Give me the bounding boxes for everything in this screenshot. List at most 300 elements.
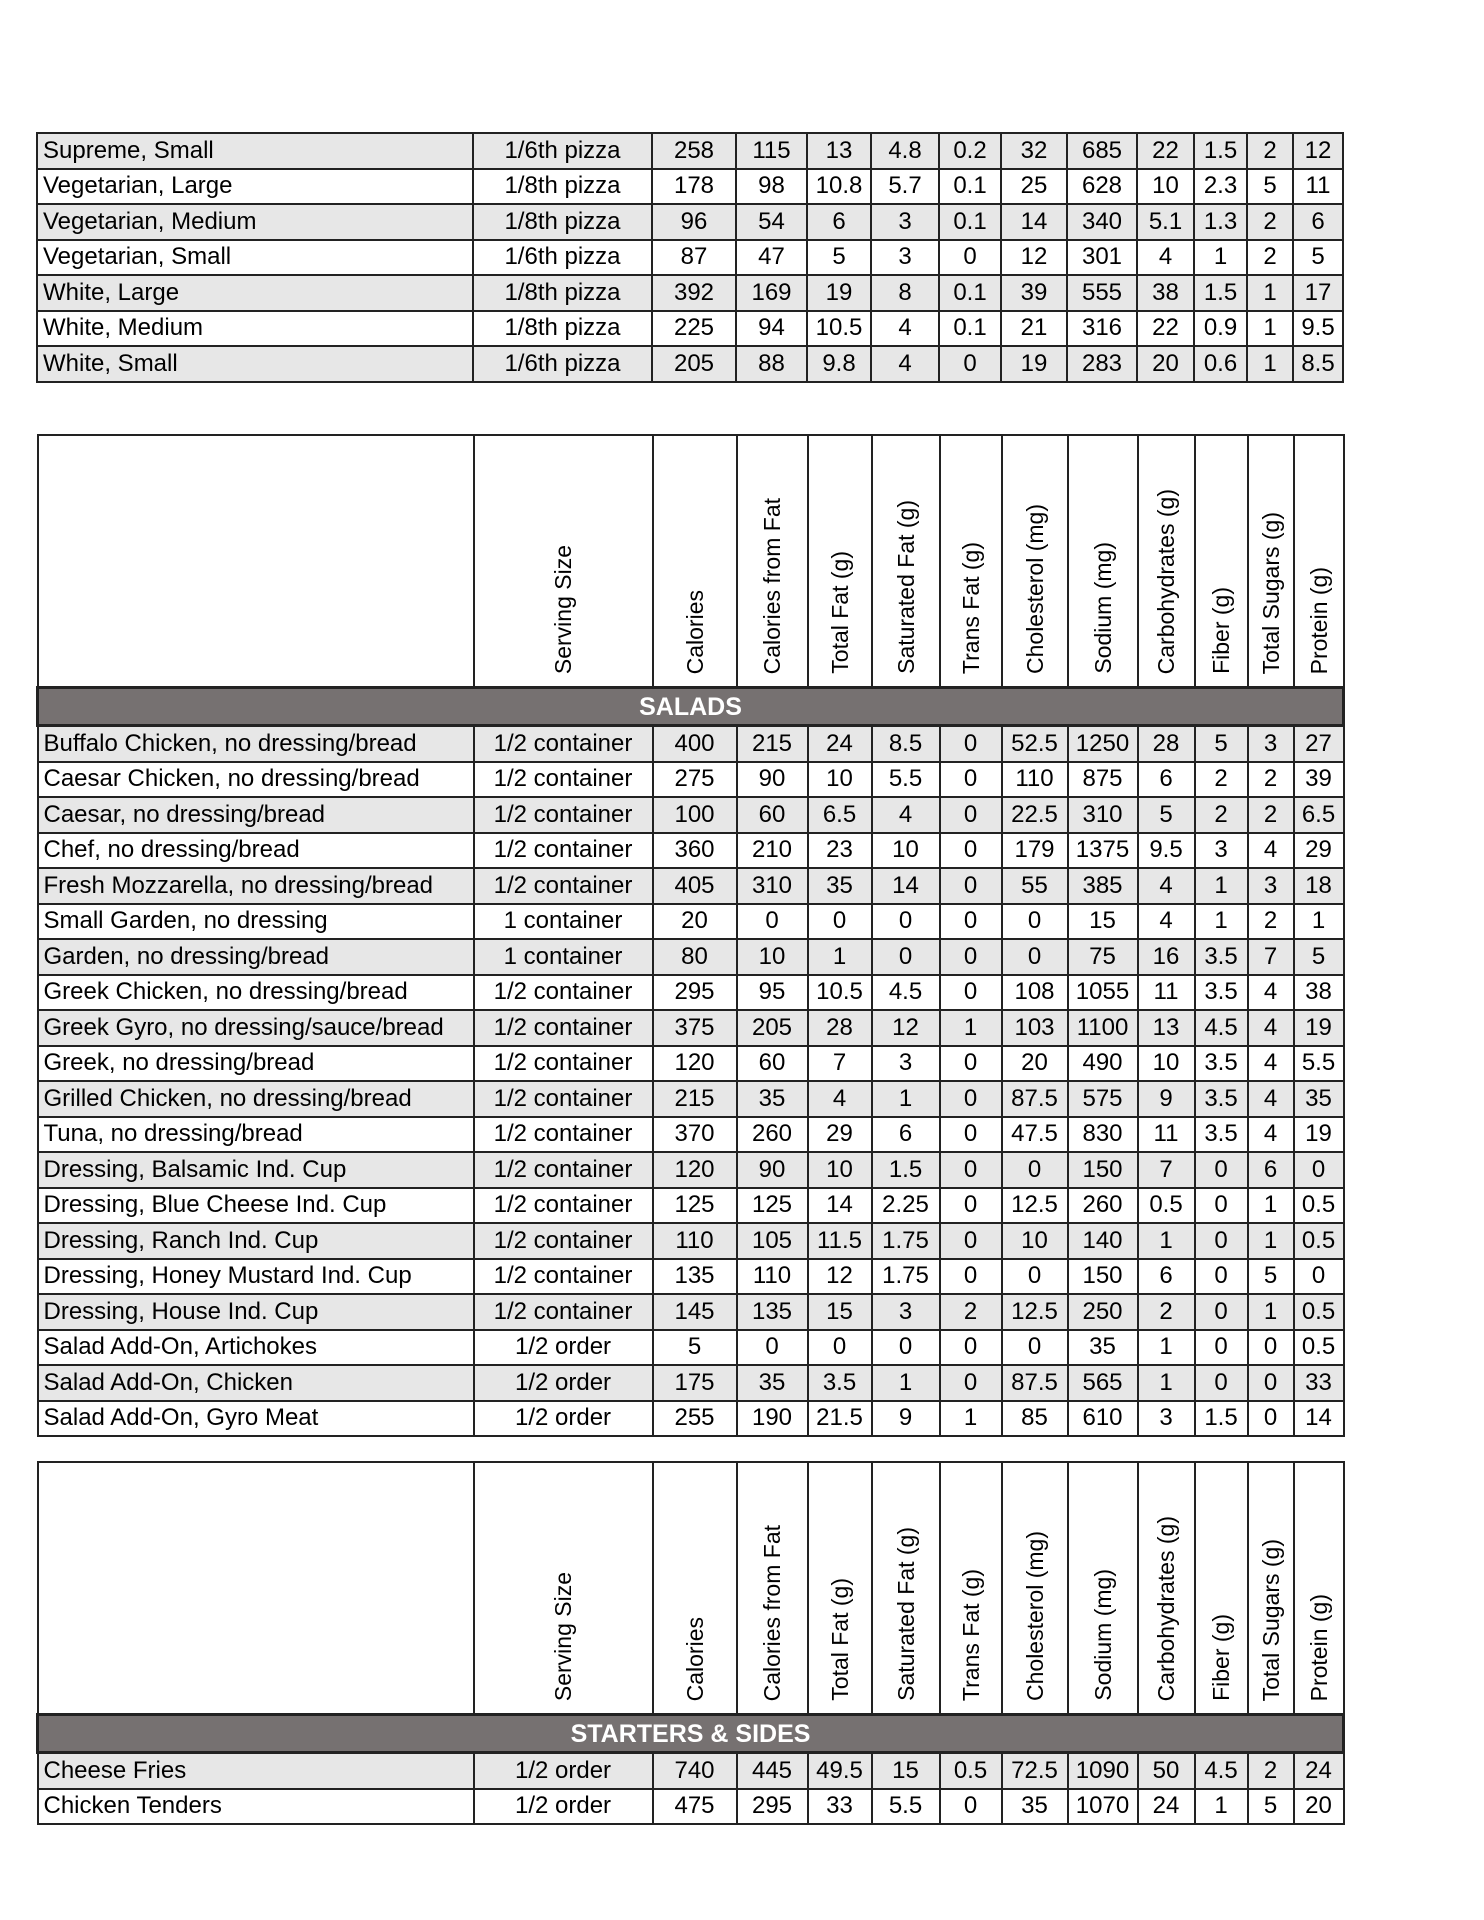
value-cell: 35: [1294, 1081, 1344, 1117]
value-cell: 11: [1293, 169, 1343, 205]
value-cell: 0: [940, 1789, 1002, 1825]
value-cell: 0: [1002, 904, 1068, 940]
value-cell: 0: [1002, 1259, 1068, 1295]
value-cell: 35: [737, 1365, 808, 1401]
value-cell: 14: [808, 1188, 872, 1224]
value-cell: 110: [737, 1259, 808, 1295]
value-cell: 125: [653, 1188, 737, 1224]
value-cell: 55: [1002, 868, 1068, 904]
value-cell: 4: [808, 1081, 872, 1117]
value-cell: 1: [872, 1365, 940, 1401]
salads-rows: [38, 726, 1344, 1437]
value-cell: 14: [1001, 204, 1067, 240]
header-calories-from-fat: Calories from Fat: [737, 1462, 808, 1715]
value-cell: 1.5: [872, 1152, 940, 1188]
value-cell: 20: [1002, 1046, 1068, 1082]
value-cell: 11: [1138, 975, 1195, 1011]
value-cell: 0: [872, 939, 940, 975]
value-cell: 12: [1001, 240, 1067, 276]
table-row: [37, 169, 1343, 205]
value-cell: 4: [871, 311, 939, 347]
value-cell: 260: [737, 1117, 808, 1153]
starters-nutrition-table: [36, 1461, 1345, 1825]
value-cell: 0: [940, 1223, 1002, 1259]
header-total-sugars: Total Sugars (g): [1248, 435, 1294, 688]
value-cell: 1090: [1068, 1753, 1138, 1789]
value-cell: 0.5: [1294, 1223, 1344, 1259]
value-cell: 1/2 container: [474, 1294, 653, 1330]
value-cell: 10: [1002, 1223, 1068, 1259]
value-cell: 94: [736, 311, 807, 347]
header-cholesterol: Cholesterol (mg): [1002, 435, 1068, 688]
value-cell: 4: [1138, 904, 1195, 940]
value-cell: 0: [940, 797, 1002, 833]
value-cell: 685: [1067, 133, 1137, 169]
header-sodium: Sodium (mg): [1068, 435, 1138, 688]
value-cell: 10.5: [808, 975, 872, 1011]
value-cell: 0: [939, 240, 1001, 276]
value-cell: 1: [940, 1010, 1002, 1046]
pizza-rows: [37, 133, 1343, 382]
value-cell: 9.5: [1293, 311, 1343, 347]
value-cell: 0: [939, 346, 1001, 382]
value-cell: 5.5: [872, 1789, 940, 1825]
header-protein: Protein (g): [1294, 1462, 1344, 1715]
value-cell: 110: [1002, 762, 1068, 798]
value-cell: 210: [737, 833, 808, 869]
value-cell: 12.5: [1002, 1188, 1068, 1224]
value-cell: 2.3: [1194, 169, 1247, 205]
item-name-cell: Dressing, Balsamic Ind. Cup: [38, 1152, 474, 1188]
value-cell: 50: [1138, 1753, 1195, 1789]
table-row: [38, 975, 1344, 1011]
value-cell: 88: [736, 346, 807, 382]
value-cell: 105: [737, 1223, 808, 1259]
value-cell: 4: [1248, 1117, 1294, 1153]
value-cell: 16: [1138, 939, 1195, 975]
value-cell: 0.1: [939, 169, 1001, 205]
value-cell: 255: [653, 1401, 737, 1437]
value-cell: 0: [1195, 1259, 1248, 1295]
value-cell: 0: [1195, 1188, 1248, 1224]
value-cell: 0: [940, 726, 1002, 762]
value-cell: 1: [1138, 1365, 1195, 1401]
table-row: [38, 1081, 1344, 1117]
value-cell: 0: [940, 1259, 1002, 1295]
value-cell: 5: [1293, 240, 1343, 276]
value-cell: 0: [1294, 1259, 1344, 1295]
value-cell: 21: [1001, 311, 1067, 347]
value-cell: 12: [872, 1010, 940, 1046]
value-cell: 392: [652, 275, 736, 311]
value-cell: 13: [807, 133, 871, 169]
value-cell: 5.5: [1294, 1046, 1344, 1082]
value-cell: 13: [1138, 1010, 1195, 1046]
value-cell: 4: [1138, 868, 1195, 904]
value-cell: 1/2 container: [474, 1259, 653, 1295]
value-cell: 3: [1195, 833, 1248, 869]
pizza-nutrition-table: [36, 132, 1344, 383]
value-cell: 3.5: [1195, 939, 1248, 975]
value-cell: 9: [1138, 1081, 1195, 1117]
value-cell: 5.7: [871, 169, 939, 205]
value-cell: 405: [653, 868, 737, 904]
value-cell: 0: [940, 975, 1002, 1011]
value-cell: 3.5: [1195, 1046, 1248, 1082]
value-cell: 8.5: [872, 726, 940, 762]
value-cell: 283: [1067, 346, 1137, 382]
value-cell: 7: [1248, 939, 1294, 975]
value-cell: 1: [1195, 868, 1248, 904]
value-cell: 35: [737, 1081, 808, 1117]
value-cell: 375: [653, 1010, 737, 1046]
value-cell: 2: [1138, 1294, 1195, 1330]
value-cell: 47: [736, 240, 807, 276]
value-cell: 190: [737, 1401, 808, 1437]
value-cell: 340: [1067, 204, 1137, 240]
value-cell: 0.2: [939, 133, 1001, 169]
value-cell: 2: [1247, 133, 1293, 169]
value-cell: 120: [653, 1046, 737, 1082]
item-name-cell: Chef, no dressing/bread: [38, 833, 474, 869]
value-cell: 0: [1195, 1294, 1248, 1330]
value-cell: 10: [737, 939, 808, 975]
header-sodium: Sodium (mg): [1068, 1462, 1138, 1715]
value-cell: 4.5: [1195, 1010, 1248, 1046]
value-cell: 0.5: [1138, 1188, 1195, 1224]
value-cell: 19: [807, 275, 871, 311]
header-saturated-fat: Saturated Fat (g): [872, 1462, 940, 1715]
value-cell: 2: [1247, 240, 1293, 276]
value-cell: 24: [1138, 1789, 1195, 1825]
value-cell: 125: [737, 1188, 808, 1224]
value-cell: 10: [1137, 169, 1194, 205]
value-cell: 1/2 order: [474, 1365, 653, 1401]
value-cell: 38: [1137, 275, 1194, 311]
item-name-cell: Vegetarian, Small: [37, 240, 473, 276]
table-row: [38, 762, 1344, 798]
value-cell: 4: [1248, 975, 1294, 1011]
value-cell: 15: [872, 1753, 940, 1789]
value-cell: 3: [871, 204, 939, 240]
value-cell: 2: [1248, 904, 1294, 940]
value-cell: 2: [1195, 762, 1248, 798]
value-cell: 98: [736, 169, 807, 205]
value-cell: 145: [653, 1294, 737, 1330]
value-cell: 9: [872, 1401, 940, 1437]
item-name-cell: Salad Add-On, Artichokes: [38, 1330, 474, 1366]
value-cell: 54: [736, 204, 807, 240]
value-cell: 0: [940, 1081, 1002, 1117]
value-cell: 1/6th pizza: [473, 133, 652, 169]
value-cell: 1/2 container: [474, 1081, 653, 1117]
value-cell: 5: [807, 240, 871, 276]
value-cell: 14: [872, 868, 940, 904]
value-cell: 6: [807, 204, 871, 240]
value-cell: 1/6th pizza: [473, 346, 652, 382]
value-cell: 1: [1247, 346, 1293, 382]
item-name-cell: Dressing, Ranch Ind. Cup: [38, 1223, 474, 1259]
value-cell: 100: [653, 797, 737, 833]
value-cell: 1/2 order: [474, 1789, 653, 1825]
value-cell: 370: [653, 1117, 737, 1153]
header-total-fat: Total Fat (g): [808, 435, 872, 688]
value-cell: 4: [1248, 833, 1294, 869]
value-cell: 96: [652, 204, 736, 240]
value-cell: 1: [1247, 275, 1293, 311]
value-cell: 0: [1002, 1152, 1068, 1188]
value-cell: 310: [737, 868, 808, 904]
value-cell: 7: [1138, 1152, 1195, 1188]
value-cell: 0: [808, 904, 872, 940]
value-cell: 0: [1002, 939, 1068, 975]
value-cell: 5: [1138, 797, 1195, 833]
value-cell: 95: [737, 975, 808, 1011]
value-cell: 2: [1195, 797, 1248, 833]
value-cell: 8.5: [1293, 346, 1343, 382]
table-row: [38, 797, 1344, 833]
item-name-cell: Salad Add-On, Gyro Meat: [38, 1401, 474, 1437]
value-cell: 1/2 container: [474, 1117, 653, 1153]
value-cell: 1: [1248, 1223, 1294, 1259]
value-cell: 39: [1294, 762, 1344, 798]
value-cell: 2: [1248, 797, 1294, 833]
header-serving-size: Serving Size: [474, 435, 653, 688]
value-cell: 0: [940, 868, 1002, 904]
item-name-cell: Buffalo Chicken, no dressing/bread: [38, 726, 474, 762]
value-cell: 3.5: [808, 1365, 872, 1401]
value-cell: 1: [1195, 1789, 1248, 1825]
value-cell: 15: [1068, 904, 1138, 940]
value-cell: 0: [1195, 1223, 1248, 1259]
header-trans-fat: Trans Fat (g): [940, 1462, 1002, 1715]
item-name-cell: Garden, no dressing/bread: [38, 939, 474, 975]
value-cell: 35: [1002, 1789, 1068, 1825]
value-cell: 60: [737, 1046, 808, 1082]
value-cell: 1: [1195, 904, 1248, 940]
value-cell: 0: [1195, 1330, 1248, 1366]
table-row: [38, 939, 1344, 975]
value-cell: 1: [1194, 240, 1247, 276]
value-cell: 1/8th pizza: [473, 311, 652, 347]
value-cell: 1: [1138, 1223, 1195, 1259]
value-cell: 295: [653, 975, 737, 1011]
section-title-salads: SALADS: [38, 688, 1344, 726]
value-cell: 0: [1002, 1330, 1068, 1366]
value-cell: 1070: [1068, 1789, 1138, 1825]
column-header-row: [38, 1462, 1344, 1715]
header-serving-size: Serving Size: [474, 1462, 653, 1715]
value-cell: 0: [940, 904, 1002, 940]
table-row: [38, 1046, 1344, 1082]
header-total-fat: Total Fat (g): [808, 1462, 872, 1715]
item-name-cell: Greek, no dressing/bread: [38, 1046, 474, 1082]
item-name-cell: Vegetarian, Medium: [37, 204, 473, 240]
value-cell: 24: [808, 726, 872, 762]
value-cell: 6.5: [1294, 797, 1344, 833]
value-cell: 1: [1248, 1294, 1294, 1330]
table-row: [38, 1365, 1344, 1401]
item-name-cell: Caesar Chicken, no dressing/bread: [38, 762, 474, 798]
item-name-cell: Greek Chicken, no dressing/bread: [38, 975, 474, 1011]
value-cell: 19: [1294, 1117, 1344, 1153]
value-cell: 1/8th pizza: [473, 204, 652, 240]
value-cell: 3.5: [1195, 975, 1248, 1011]
value-cell: 610: [1068, 1401, 1138, 1437]
value-cell: 29: [808, 1117, 872, 1153]
item-name-cell: White, Large: [37, 275, 473, 311]
value-cell: 310: [1068, 797, 1138, 833]
value-cell: 1.5: [1194, 133, 1247, 169]
value-cell: 115: [736, 133, 807, 169]
value-cell: 19: [1294, 1010, 1344, 1046]
value-cell: 3: [872, 1046, 940, 1082]
value-cell: 0.9: [1194, 311, 1247, 347]
header-saturated-fat: Saturated Fat (g): [872, 435, 940, 688]
value-cell: 0: [940, 939, 1002, 975]
value-cell: 0: [872, 1330, 940, 1366]
value-cell: 27: [1294, 726, 1344, 762]
value-cell: 33: [808, 1789, 872, 1825]
value-cell: 1.5: [1194, 275, 1247, 311]
table-row: [37, 346, 1343, 382]
item-name-cell: Dressing, Blue Cheese Ind. Cup: [38, 1188, 474, 1224]
header-calories: Calories: [653, 435, 737, 688]
value-cell: 2: [1248, 762, 1294, 798]
value-cell: 215: [653, 1081, 737, 1117]
header-total-sugars: Total Sugars (g): [1248, 1462, 1294, 1715]
table-row: [37, 311, 1343, 347]
value-cell: 10.8: [807, 169, 871, 205]
value-cell: 23: [808, 833, 872, 869]
value-cell: 4.8: [871, 133, 939, 169]
value-cell: 11.5: [808, 1223, 872, 1259]
table-row: [38, 833, 1344, 869]
value-cell: 1: [1247, 311, 1293, 347]
value-cell: 0: [940, 1152, 1002, 1188]
value-cell: 3: [871, 240, 939, 276]
value-cell: 1: [940, 1401, 1002, 1437]
value-cell: 75: [1068, 939, 1138, 975]
value-cell: 28: [808, 1010, 872, 1046]
value-cell: 6.5: [808, 797, 872, 833]
value-cell: 490: [1068, 1046, 1138, 1082]
value-cell: 150: [1068, 1259, 1138, 1295]
value-cell: 1/2 container: [474, 1152, 653, 1188]
value-cell: 9.5: [1138, 833, 1195, 869]
value-cell: 0.1: [939, 204, 1001, 240]
header-calories-from-fat: Calories from Fat: [737, 435, 808, 688]
value-cell: 275: [653, 762, 737, 798]
value-cell: 260: [1068, 1188, 1138, 1224]
value-cell: 0.1: [939, 311, 1001, 347]
value-cell: 301: [1067, 240, 1137, 276]
value-cell: 1: [1294, 904, 1344, 940]
starters-rows: [38, 1753, 1344, 1825]
value-cell: 0: [940, 1330, 1002, 1366]
value-cell: 0: [1195, 1152, 1248, 1188]
value-cell: 4: [1248, 1010, 1294, 1046]
value-cell: 90: [737, 762, 808, 798]
value-cell: 8: [871, 275, 939, 311]
value-cell: 38: [1294, 975, 1344, 1011]
value-cell: 3: [1248, 868, 1294, 904]
value-cell: 0: [940, 1365, 1002, 1401]
value-cell: 10.5: [807, 311, 871, 347]
value-cell: 6: [1293, 204, 1343, 240]
value-cell: 3: [1248, 726, 1294, 762]
value-cell: 4: [1137, 240, 1194, 276]
value-cell: 175: [653, 1365, 737, 1401]
item-name-cell: White, Small: [37, 346, 473, 382]
value-cell: 0: [737, 1330, 808, 1366]
section-header-row: [38, 688, 1344, 726]
header-fiber: Fiber (g): [1195, 435, 1248, 688]
value-cell: 1/2 container: [474, 797, 653, 833]
value-cell: 135: [737, 1294, 808, 1330]
value-cell: 169: [736, 275, 807, 311]
value-cell: 0: [940, 1046, 1002, 1082]
item-name-cell: Small Garden, no dressing: [38, 904, 474, 940]
value-cell: 15: [808, 1294, 872, 1330]
value-cell: 5: [1248, 1259, 1294, 1295]
value-cell: 0: [940, 762, 1002, 798]
value-cell: 4: [1248, 1046, 1294, 1082]
column-header-row: [38, 435, 1344, 688]
value-cell: 4.5: [1195, 1753, 1248, 1789]
value-cell: 28: [1138, 726, 1195, 762]
value-cell: 250: [1068, 1294, 1138, 1330]
item-name-cell: Tuna, no dressing/bread: [38, 1117, 474, 1153]
table-row: [38, 1294, 1344, 1330]
value-cell: 1375: [1068, 833, 1138, 869]
item-name-cell: Dressing, House Ind. Cup: [38, 1294, 474, 1330]
value-cell: 17: [1293, 275, 1343, 311]
table-row: [38, 1117, 1344, 1153]
item-name-cell: Chicken Tenders: [38, 1789, 474, 1825]
table-row: [38, 904, 1344, 940]
value-cell: 1 container: [474, 939, 653, 975]
value-cell: 1 container: [474, 904, 653, 940]
value-cell: 25: [1001, 169, 1067, 205]
value-cell: 2: [940, 1294, 1002, 1330]
value-cell: 3.5: [1195, 1117, 1248, 1153]
value-cell: 1.5: [1195, 1401, 1248, 1437]
header-cholesterol: Cholesterol (mg): [1002, 1462, 1068, 1715]
item-name-cell: Greek Gyro, no dressing/sauce/bread: [38, 1010, 474, 1046]
value-cell: 740: [653, 1753, 737, 1789]
value-cell: 20: [653, 904, 737, 940]
value-cell: 0: [1294, 1152, 1344, 1188]
value-cell: 179: [1002, 833, 1068, 869]
table-row: [38, 726, 1344, 762]
value-cell: 6: [1138, 1259, 1195, 1295]
value-cell: 1/2 container: [474, 1188, 653, 1224]
value-cell: 39: [1001, 275, 1067, 311]
value-cell: 7: [808, 1046, 872, 1082]
header-carbohydrates: Carbohydrates (g): [1138, 435, 1195, 688]
value-cell: 2: [1247, 204, 1293, 240]
value-cell: 32: [1001, 133, 1067, 169]
item-name-cell: Dressing, Honey Mustard Ind. Cup: [38, 1259, 474, 1295]
item-name-cell: Salad Add-On, Chicken: [38, 1365, 474, 1401]
value-cell: 0: [872, 904, 940, 940]
value-cell: 1: [1248, 1188, 1294, 1224]
header-calories: Calories: [653, 1462, 737, 1715]
value-cell: 1/2 order: [474, 1401, 653, 1437]
value-cell: 1: [808, 939, 872, 975]
item-name-cell: Fresh Mozzarella, no dressing/bread: [38, 868, 474, 904]
